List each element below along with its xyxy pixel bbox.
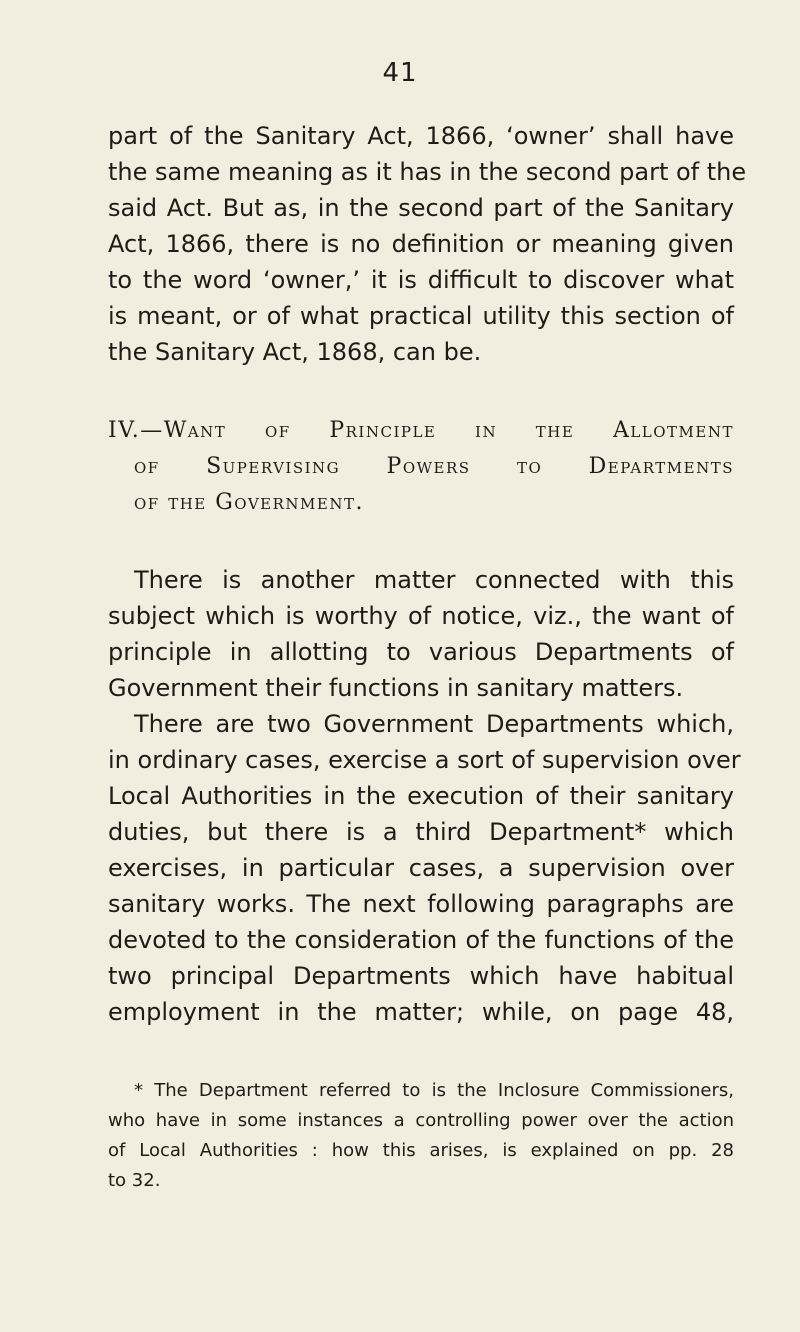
page-number: 41 [382,58,418,88]
text-line: exercises, in particular cases, a supervision over [108,854,734,882]
footnote-line: * The Department referred to is the Inclosure Commissioners, [134,1080,734,1101]
section-heading: of Supervising Powers to Departments [134,454,734,479]
footnote-line: to 32. [108,1170,161,1191]
text-line: is meant, or of what practical utility this section of [108,302,734,330]
text-line: principle in allotting to various Departments of [108,638,734,666]
text-line: the Sanitary Act, 1868, can be. [108,338,482,366]
text-line: devoted to the consideration of the functions of the [108,926,734,954]
text-line: to the word ‘owner,’ it is difficult to discover what [108,266,734,294]
text-line: There is another matter connected with this [134,566,734,594]
text-line: the same meaning as it has in the second part of the [108,158,747,186]
text-line: sanitary works. The next following paragraphs are [108,890,734,918]
text-line: part of the Sanitary Act, 1866, ‘owner’ shall have [108,122,734,150]
text-line: Act, 1866, there is no definition or meaning given [108,230,734,258]
text-line: said Act. But as, in the second part of the Sanitary [108,194,734,222]
footnote-line: who have in some instances a controlling power over the action [108,1110,734,1131]
text-line: subject which is worthy of notice, viz., the want of [108,602,734,630]
text-line: There are two Government Departments which, [134,710,734,738]
text-line: Local Authorities in the execution of their sanitary [108,782,734,810]
text-line: Government their functions in sanitary matters. [108,674,684,702]
footnote-line: of Local Authorities : how this arises, is explained on pp. 28 [108,1140,734,1161]
text-line: employment in the matter; while, on page 48, [108,998,734,1026]
section-heading: of the Government. [134,490,364,515]
text-line: in ordinary cases, exercise a sort of supervision over [108,746,741,774]
section-heading: IV.—Want of Principle in the Allotment [108,418,734,443]
text-line: two principal Departments which have habitual [108,962,734,990]
text-line: duties, but there is a third Department* which [108,818,734,846]
